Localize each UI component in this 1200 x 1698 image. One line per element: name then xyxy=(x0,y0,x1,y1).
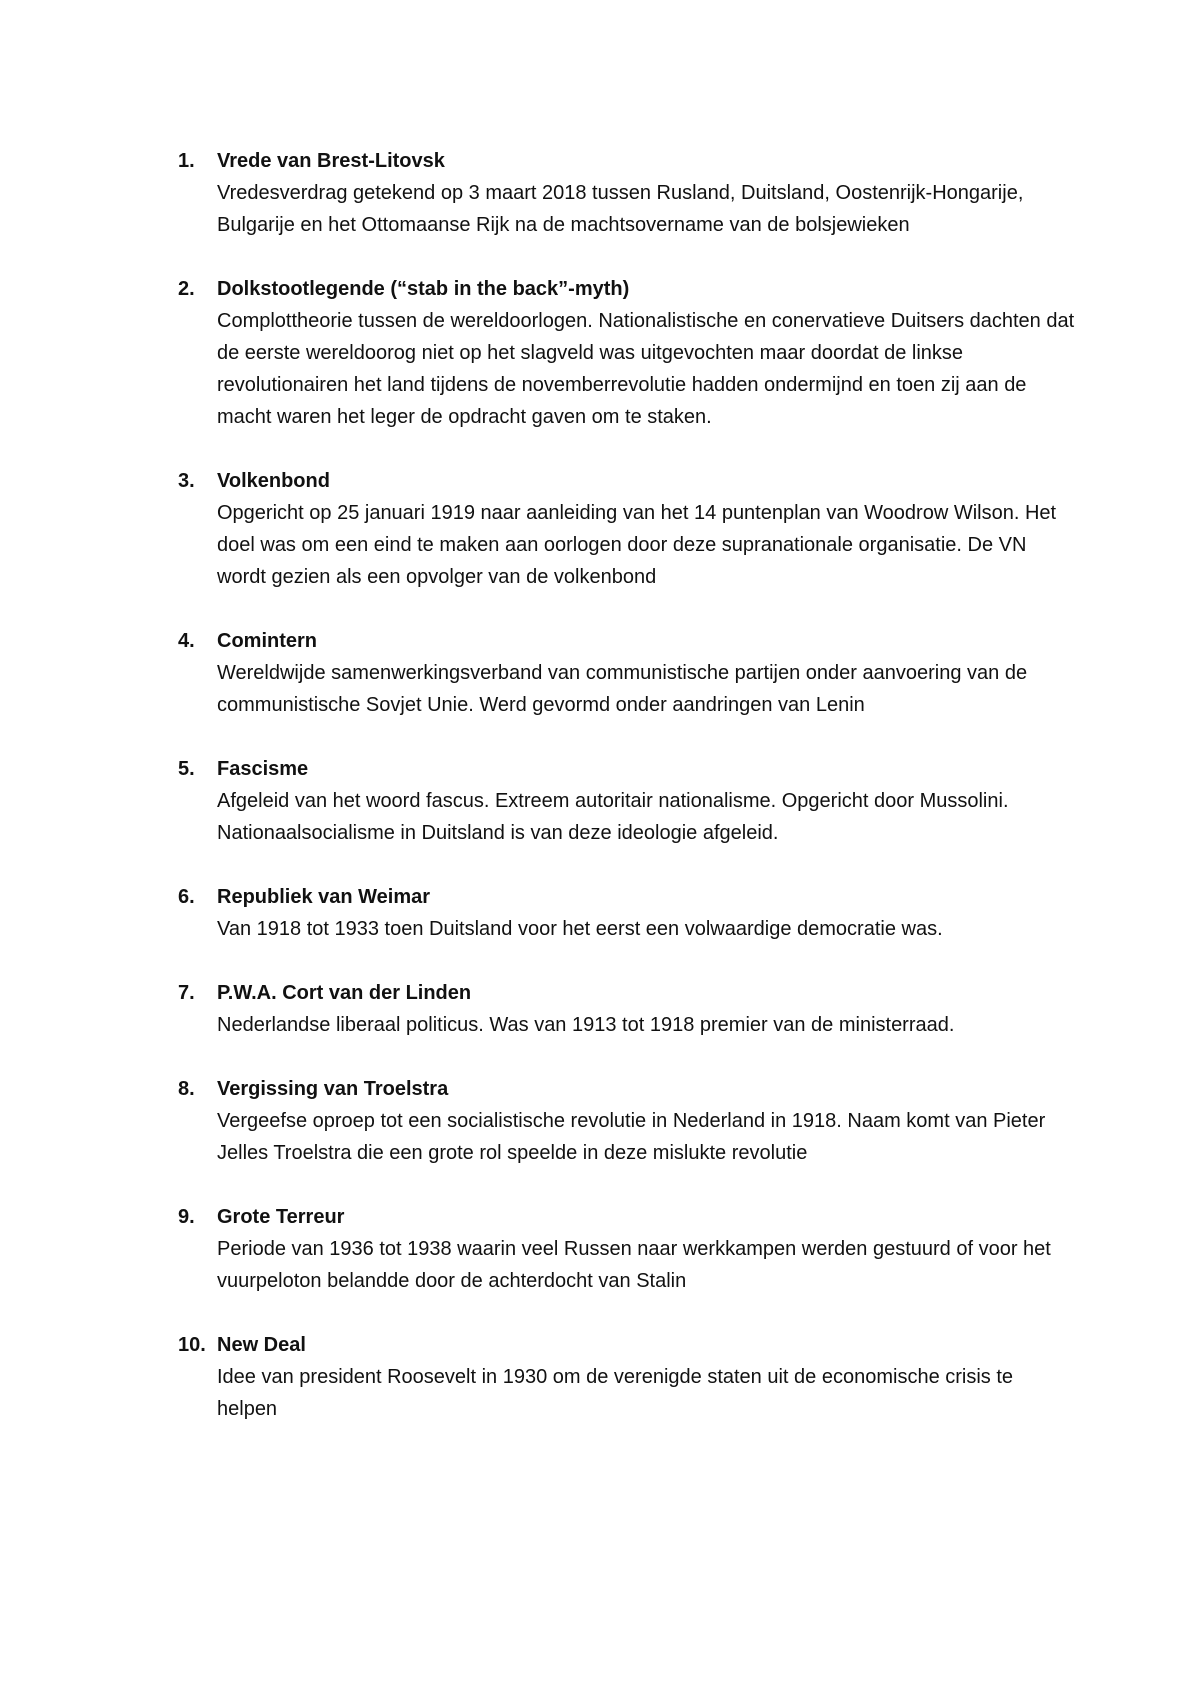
item-number: 4. xyxy=(178,630,195,652)
list-item xyxy=(178,273,1078,433)
item-term: Vrede van Brest-Litovsk xyxy=(217,150,445,172)
item-description: Vergeefse oproep tot een socialistische revolutie in Nederland in 1918. Naam komt van Pieter Jelles Troelstra die een grote rol speelde in deze mislukte revolutie xyxy=(217,1110,1046,1164)
item-term: New Deal xyxy=(217,1334,306,1356)
list-item xyxy=(178,881,1078,945)
item-number: 10. xyxy=(178,1334,206,1356)
item-description: Idee van president Roosevelt in 1930 om de verenigde staten uit de economische crisis te helpen xyxy=(217,1366,1014,1420)
list-item xyxy=(178,1073,1078,1169)
list-item xyxy=(178,145,1078,241)
item-term: Comintern xyxy=(217,630,317,652)
list-item xyxy=(178,753,1078,849)
item-term: P.W.A. Cort van der Linden xyxy=(217,982,472,1004)
item-number: 8. xyxy=(178,1078,195,1100)
list-item xyxy=(178,1329,1078,1425)
list-item xyxy=(178,465,1078,593)
glossary-list xyxy=(178,145,1078,1457)
item-number: 3. xyxy=(178,470,195,492)
item-description: Van 1918 tot 1933 toen Duitsland voor het eerst een volwaardige democratie was. xyxy=(217,918,943,940)
item-description: Afgeleid van het woord fascus. Extreem autoritair nationalisme. Opgericht door Mussolini. Nationaalsocialisme in Duitsland is van deze ideologie afgeleid. xyxy=(217,790,1009,844)
item-number: 1. xyxy=(178,150,195,172)
item-number: 2. xyxy=(178,278,195,300)
item-term: Republiek van Weimar xyxy=(217,886,431,908)
item-term: Fascisme xyxy=(217,758,309,780)
list-item xyxy=(178,1201,1078,1297)
item-term: Volkenbond xyxy=(217,470,330,492)
item-description: Opgericht op 25 januari 1919 naar aanleiding van het 14 puntenplan van Woodrow Wilson. Het doel was om een eind te maken aan oorlogen door deze supranationale organisatie. De VN wordt gezien als een opvolger van de volkenbond xyxy=(217,502,1057,588)
item-description: Vredesverdrag getekend op 3 maart 2018 tussen Rusland, Duitsland, Oostenrijk-Hongarije, Bulgarije en het Ottomaanse Rijk na de machtsovername van de bolsjewieken xyxy=(217,182,1024,236)
list-item xyxy=(178,625,1078,721)
item-number: 9. xyxy=(178,1206,195,1228)
item-number: 6. xyxy=(178,886,195,908)
item-description: Nederlandse liberaal politicus. Was van 1913 tot 1918 premier van de ministerraad. xyxy=(217,1014,955,1036)
item-term: Grote Terreur xyxy=(217,1206,345,1228)
item-description: Wereldwijde samenwerkingsverband van communistische partijen onder aanvoering van de communistische Sovjet Unie. Werd gevormd onder aandringen van Lenin xyxy=(217,662,1028,716)
item-number: 5. xyxy=(178,758,195,780)
item-term: Vergissing van Troelstra xyxy=(217,1078,449,1100)
item-number: 7. xyxy=(178,982,195,1004)
item-term: Dolkstootlegende (“stab in the back”-myth) xyxy=(217,278,630,300)
item-description: Complottheorie tussen de wereldoorlogen. Nationalistische en conervatieve Duitsers dachten dat de eerste wereldoorog niet op het slagveld was uitgevochten maar doordat de linkse revolutionairen het land tijdens de novemberrevolutie hadden ondermijnd en toen zij aan de macht waren het leger de opdracht gaven om te staken. xyxy=(217,310,1075,428)
list-item xyxy=(178,977,1078,1041)
item-description: Periode van 1936 tot 1938 waarin veel Russen naar werkkampen werden gestuurd of voor het vuurpeloton belandde door de achterdocht van Stalin xyxy=(217,1238,1051,1292)
